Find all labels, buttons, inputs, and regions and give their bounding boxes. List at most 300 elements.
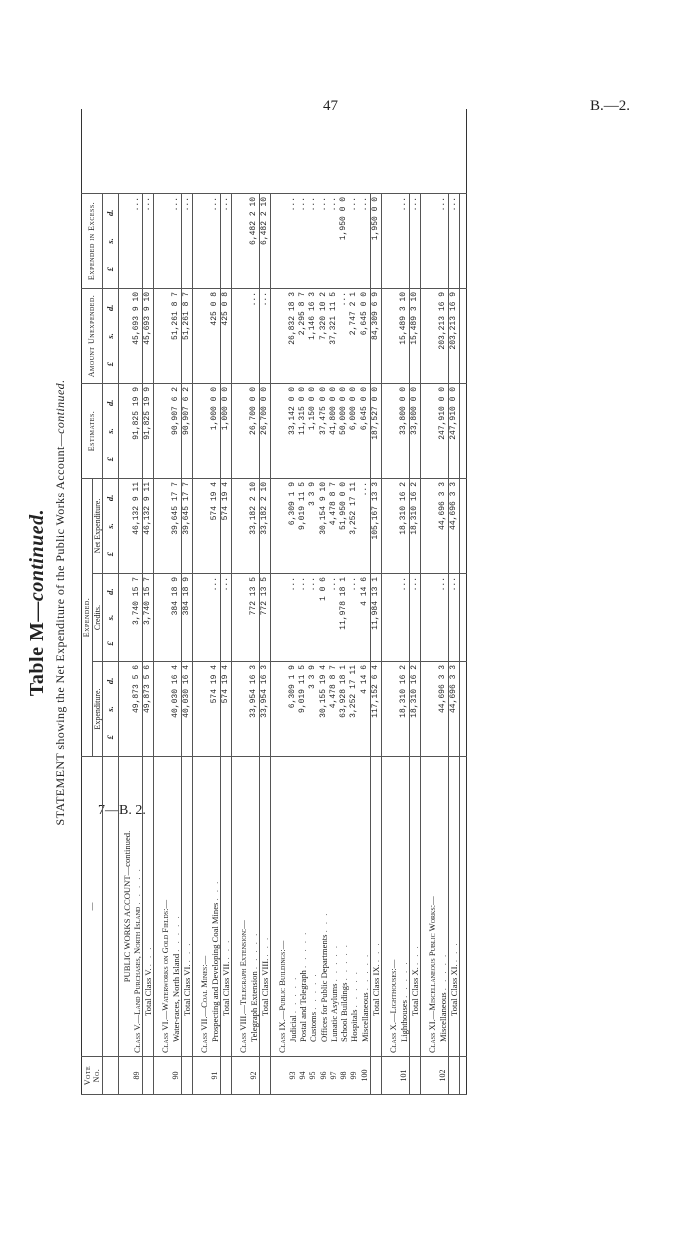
- excess-value: ...: [319, 193, 329, 288]
- credits-value: ...: [438, 574, 449, 662]
- vote-number: [427, 1057, 437, 1095]
- vote-number: [199, 1057, 209, 1095]
- vote-number: 101: [399, 1057, 410, 1095]
- vote-number: [259, 1057, 270, 1095]
- excess-value: ...: [360, 193, 371, 288]
- empty-cell: [277, 662, 287, 757]
- total-row: [221, 109, 232, 1094]
- vote-number: 90: [171, 1057, 182, 1095]
- class-heading-row: [277, 109, 287, 1094]
- leader-dots: . . . . .: [359, 952, 370, 991]
- table-row: [438, 109, 449, 1094]
- leader-dots: . . . . .: [437, 952, 448, 991]
- net-expenditure-value: 33,182 2 10: [249, 478, 260, 573]
- net-expenditure-value: 44,696 3 3: [438, 478, 449, 573]
- leader-dots: . . .: [410, 944, 420, 966]
- leader-dots: . . . . .: [297, 930, 308, 969]
- unit-label: s.: [105, 428, 116, 434]
- total-excess-value: 6,482 2 10: [259, 193, 270, 288]
- unexpended-value: 37,321 11 5: [329, 288, 339, 383]
- vote-number: 96: [319, 1057, 329, 1095]
- row-description: [298, 757, 308, 1057]
- estimates-value: 11,315 0 0: [298, 383, 308, 478]
- expenditure-value: 40,030 16 4: [171, 662, 182, 757]
- empty-cell: [238, 478, 248, 573]
- vote-number: 98: [339, 1057, 349, 1095]
- table-title: [26, 110, 49, 1095]
- unit-label: d.: [105, 399, 116, 407]
- leader-dots: . . . . .: [398, 960, 409, 998]
- class-heading: Class IX.—Public Buildings:—: [277, 757, 287, 1057]
- vote-number: 89: [132, 1057, 143, 1095]
- footer-code: 7—B. 2.: [98, 803, 146, 818]
- total-credits-value: 384 18 9: [182, 574, 193, 662]
- vote-number: [371, 1057, 382, 1095]
- units-cell: [103, 662, 118, 757]
- unexpended-value: ...: [249, 288, 260, 383]
- spacer-cell: [460, 662, 467, 757]
- empty-cell: [238, 288, 248, 383]
- estimates-value: 33,800 0 0: [399, 383, 410, 478]
- total-row: [371, 109, 382, 1094]
- empty-cell: [388, 288, 398, 383]
- total-estimates-value: 33,800 0 0: [410, 383, 421, 478]
- total-credits-value: 772 13 5: [259, 574, 270, 662]
- section-title-row: [118, 109, 132, 1094]
- total-row: [448, 109, 459, 1094]
- total-expenditure-value: 40,030 16 4: [182, 662, 193, 757]
- class-heading-row: [238, 109, 248, 1094]
- leader-dots: . . . . .: [339, 943, 350, 981]
- row-label: Postal and Telegraph: [297, 970, 308, 1042]
- total-expenditure-value: 18,310 16 2: [410, 662, 421, 757]
- expenditure-value: 6,309 1 9: [288, 662, 298, 757]
- row-description: [410, 757, 421, 1057]
- table-subtitle-continued: continued.: [53, 379, 67, 434]
- total-credits-value: ...: [410, 574, 421, 662]
- spacer-cell: [460, 574, 467, 662]
- unit-label: £: [105, 361, 116, 367]
- vote-number: 97: [329, 1057, 339, 1095]
- empty-cell: [277, 478, 287, 573]
- spacer-cell: [460, 288, 467, 383]
- unit-label: s.: [105, 706, 116, 712]
- empty-cell: [388, 383, 398, 478]
- empty-cell: [277, 383, 287, 478]
- net-expenditure-value: 9,019 11 5: [298, 478, 308, 573]
- credits-value: ...: [298, 574, 308, 662]
- unexpended-value: 45,693 9 10: [132, 288, 143, 383]
- empty-cell: [277, 574, 287, 662]
- credits-value: 4 14 6: [360, 574, 371, 662]
- net-expenditure-value: ...: [360, 478, 371, 573]
- row-description: [399, 757, 410, 1057]
- spacer-cell: [460, 383, 467, 478]
- vote-number: 93: [288, 1057, 298, 1095]
- document-code: B.—2.: [590, 98, 631, 114]
- excess-value: ...: [349, 193, 359, 288]
- estimates-value: 50,000 0 0: [339, 383, 349, 478]
- total-estimates-value: 90,907 6 2: [182, 383, 193, 478]
- class-heading-row: [199, 109, 209, 1094]
- vote-number: 95: [308, 1057, 318, 1095]
- total-net-expenditure-value: 574 19 4: [221, 478, 232, 573]
- table-body: [103, 109, 467, 1094]
- table-row: [319, 109, 329, 1094]
- class-heading-row: [388, 109, 398, 1094]
- vote-number: [388, 1057, 398, 1095]
- empty-cell: [199, 383, 209, 478]
- total-unexpended-value: 51,261 8 7: [182, 288, 193, 383]
- leader-dots: . . .: [448, 941, 459, 963]
- table-row: [132, 109, 143, 1094]
- empty-cell: [199, 662, 209, 757]
- leader-dots: . . . . .: [170, 914, 181, 952]
- total-credits-value: ...: [221, 574, 232, 662]
- total-expenditure-value: 44,696 3 3: [448, 662, 459, 757]
- total-row: [143, 109, 154, 1094]
- unexpended-value: 7,320 10 2: [319, 288, 329, 383]
- vote-number: [448, 1057, 459, 1095]
- net-expenditure-value: 46,132 9 11: [132, 478, 143, 573]
- units-desc: [103, 757, 118, 1057]
- table-row: [308, 109, 318, 1094]
- row-label: Total Class VII.: [221, 961, 231, 1016]
- credits-value: 11,978 18 1: [339, 574, 349, 662]
- total-unexpended-value: 15,489 3 10: [410, 288, 421, 383]
- excess-value: ...: [288, 193, 298, 288]
- table-row: [210, 109, 221, 1094]
- total-net-expenditure-value: 18,310 16 2: [410, 478, 421, 573]
- estimates-value: 90,907 6 2: [171, 383, 182, 478]
- total-unexpended-value: 203,213 16 9: [448, 288, 459, 383]
- vote-number: [410, 1057, 421, 1095]
- total-row: [259, 109, 270, 1094]
- table-row: [349, 109, 359, 1094]
- units-cell: [103, 478, 118, 573]
- expenditure-value: 49,873 5 6: [132, 662, 143, 757]
- estimates-value: 6,645 0 0: [360, 383, 371, 478]
- table-row: [288, 109, 298, 1094]
- leader-dots: . . .: [182, 941, 193, 963]
- total-estimates-value: 247,910 0 0: [448, 383, 459, 478]
- header-net-expenditure: Net Expenditure.: [92, 478, 103, 573]
- units-cell: [103, 383, 118, 478]
- excess-value: ...: [210, 193, 221, 288]
- spacer-cell: [460, 1057, 467, 1095]
- excess-value: ...: [438, 193, 449, 288]
- net-expenditure-value: 39,645 17 7: [171, 478, 182, 573]
- credits-value: ...: [308, 574, 318, 662]
- row-label: Judicial: [287, 1015, 298, 1042]
- table-row: [360, 109, 371, 1094]
- net-expenditure-value: 51,950 0 0: [339, 478, 349, 573]
- total-expenditure-value: 33,954 16 3: [259, 662, 270, 757]
- empty-cell: [238, 574, 248, 662]
- net-expenditure-value: 18,310 16 2: [399, 478, 410, 573]
- vote-number: 100: [360, 1057, 371, 1095]
- row-label: Class V.—Land Purchases, North Island: [131, 906, 142, 1053]
- row-label: Total Class VIII.: [259, 958, 270, 1016]
- unit-label: d.: [105, 588, 116, 595]
- empty-cell: [427, 662, 437, 757]
- row-description: [448, 757, 459, 1057]
- row-description: [319, 757, 329, 1057]
- row-label: Offices for Public Departments: [318, 934, 329, 1042]
- table-row: [339, 109, 349, 1094]
- row-description: [371, 757, 382, 1057]
- expenditure-value: 3,252 17 11: [349, 662, 359, 757]
- unexpended-value: 26,832 18 3: [288, 288, 298, 383]
- total-net-expenditure-value: 46,132 9 11: [143, 478, 154, 573]
- vote-number: 94: [298, 1057, 308, 1095]
- expenditure-table: [81, 109, 467, 1095]
- expenditure-value: 44,696 3 3: [438, 662, 449, 757]
- page-number: 47: [323, 98, 338, 114]
- vote-number: [160, 1057, 170, 1095]
- empty-cell: [388, 574, 398, 662]
- empty-cell: [199, 288, 209, 383]
- unit-label: s.: [105, 333, 116, 339]
- total-unexpended-value: 425 0 8: [221, 288, 232, 383]
- row-label: Total Class X.: [410, 967, 420, 1016]
- total-net-expenditure-value: 33,182 2 10: [259, 478, 270, 573]
- units-vote: [103, 1057, 118, 1095]
- unexpended-value: 425 0 8: [210, 288, 221, 383]
- estimates-value: 1,150 0 0: [308, 383, 318, 478]
- header-estimates: Estimates.: [82, 383, 103, 478]
- unit-label: £: [105, 735, 116, 740]
- empty-cell: [160, 193, 170, 288]
- excess-value: ...: [298, 193, 308, 288]
- units-cell: [103, 288, 118, 383]
- class-heading: Class VI.—Waterworks on Gold Fields:—: [160, 757, 170, 1057]
- row-description: [182, 757, 193, 1057]
- units-row: [103, 109, 118, 1094]
- empty-cell: [199, 574, 209, 662]
- header-vote-no: Vote No.: [82, 1057, 103, 1095]
- total-unexpended-value: 84,309 6 9: [371, 288, 382, 383]
- row-description: [349, 757, 359, 1057]
- leader-dots: . . . . .: [349, 970, 360, 1008]
- vote-number: 92: [249, 1057, 260, 1095]
- credits-value: ...: [399, 574, 410, 662]
- total-estimates-value: 187,527 0 0: [371, 383, 382, 478]
- row-label: Total Class VI.: [182, 964, 193, 1016]
- row-label: Miscellaneous: [437, 992, 448, 1042]
- unit-label: £: [105, 552, 116, 557]
- class-heading: Class XI.—Miscellaneous Public Works:—: [427, 757, 437, 1057]
- spacer-cell: [460, 478, 467, 573]
- net-expenditure-value: 4,478 8 7: [329, 478, 339, 573]
- excess-value: ...: [171, 193, 182, 288]
- empty-cell: [277, 288, 287, 383]
- empty-cell: [277, 193, 287, 288]
- empty-cell: [160, 288, 170, 383]
- unit-label: £: [105, 641, 116, 646]
- row-description: [249, 757, 260, 1057]
- excess-value: 1,950 0 0: [339, 193, 349, 288]
- spacer-cell: [460, 193, 467, 288]
- empty-cell: [199, 478, 209, 573]
- total-excess-value: ...: [410, 193, 421, 288]
- row-label: School Buildings: [339, 982, 350, 1042]
- expenditure-value: 30,155 19 4: [319, 662, 329, 757]
- empty-cell: [238, 662, 248, 757]
- row-label: Prospecting and Developing Coal Mines: [209, 902, 220, 1042]
- unexpended-value: 2,747 2 1: [349, 288, 359, 383]
- empty-cell: [427, 574, 437, 662]
- total-expenditure-value: 49,873 5 6: [143, 662, 154, 757]
- empty-cell: [199, 193, 209, 288]
- unit-label: d.: [105, 209, 116, 217]
- unexpended-value: 6,645 0 0: [360, 288, 371, 383]
- total-estimates-value: 91,825 19 9: [143, 383, 154, 478]
- expenditure-value: 4 14 6: [360, 662, 371, 757]
- class-heading-row: [160, 109, 170, 1094]
- class-heading: Class X.—Lighthouses:—: [388, 757, 398, 1057]
- net-expenditure-value: 30,154 9 10: [319, 478, 329, 573]
- unit-label: d.: [105, 304, 116, 312]
- empty-cell: [160, 478, 170, 573]
- row-description: [339, 757, 349, 1057]
- class-heading-row: [427, 109, 437, 1094]
- unit-label: d.: [105, 677, 116, 685]
- expenditure-value: 574 19 4: [210, 662, 221, 757]
- row-label: Telegraph Extension: [248, 971, 259, 1042]
- spacer-cell: [460, 757, 467, 1057]
- row-description: [259, 757, 270, 1057]
- header-expenditure: Expenditure.: [92, 662, 103, 757]
- net-expenditure-value: 3 3 9: [308, 478, 318, 573]
- net-expenditure-value: 574 19 4: [210, 478, 221, 573]
- empty-cell: [388, 193, 398, 288]
- estimates-value: 1,000 0 0: [210, 383, 221, 478]
- unexpended-value: 203,213 16 9: [438, 288, 449, 383]
- row-label: Total Class V.: [143, 968, 154, 1016]
- expenditure-value: 18,310 16 2: [399, 662, 410, 757]
- unexpended-value: 15,489 3 10: [399, 288, 410, 383]
- expenditure-value: 9,019 11 5: [298, 662, 308, 757]
- vote-number: [277, 1057, 287, 1095]
- total-row: [410, 109, 421, 1094]
- row-description: [360, 757, 371, 1057]
- row-description: [143, 757, 154, 1057]
- leader-dots: . . .: [221, 938, 231, 960]
- total-net-expenditure-value: 105,167 13 3: [371, 478, 382, 573]
- row-label: Total Class XI.: [448, 964, 459, 1016]
- table-subtitle: [53, 110, 68, 1095]
- unexpended-value: 1,146 16 3: [308, 288, 318, 383]
- units-cell: [103, 193, 118, 288]
- total-excess-value: 1,950 0 0: [371, 193, 382, 288]
- unit-label: £: [105, 456, 116, 462]
- row-label: Lighthouses: [398, 999, 409, 1042]
- table-title-main: Table M—: [26, 601, 48, 697]
- total-credits-value: 3,740 15 7: [143, 574, 154, 662]
- table-title-continued: continued.: [26, 508, 48, 602]
- total-estimates-value: 26,700 0 0: [259, 383, 270, 478]
- total-excess-value: ...: [448, 193, 459, 288]
- estimates-value: 41,800 0 0: [329, 383, 339, 478]
- total-expenditure-value: 117,152 6 4: [371, 662, 382, 757]
- credits-value: 3,740 15 7: [132, 574, 143, 662]
- row-description: [171, 757, 182, 1057]
- estimates-value: 33,142 0 0: [288, 383, 298, 478]
- empty-cell: [427, 193, 437, 288]
- excess-value: ...: [399, 193, 410, 288]
- empty-cell: [427, 478, 437, 573]
- vote-number: 99: [349, 1057, 359, 1095]
- row-description: [308, 757, 318, 1057]
- total-excess-value: ...: [221, 193, 232, 288]
- empty-cell: [238, 193, 248, 288]
- vote-number: 102: [438, 1057, 449, 1095]
- vote-number: [143, 1057, 154, 1095]
- unit-label: s.: [105, 614, 116, 621]
- total-row: [182, 109, 193, 1094]
- total-unexpended-value: 45,693 9 10: [143, 288, 154, 383]
- credits-value: 384 18 9: [171, 574, 182, 662]
- vote-number: [182, 1057, 193, 1095]
- total-expenditure-value: 574 19 4: [221, 662, 232, 757]
- empty-cell: [388, 478, 398, 573]
- leader-dots: . . .: [143, 945, 154, 967]
- vote-number: [238, 1057, 248, 1095]
- row-label: Miscellaneous: [359, 992, 370, 1042]
- total-estimates-value: 1,000 0 0: [221, 383, 232, 478]
- table-subtitle-main: STATEMENT showing the Net Expenditure of the Public Works Account—: [53, 433, 67, 826]
- row-description: [210, 757, 221, 1057]
- units-cell: [103, 574, 118, 662]
- credits-value: 772 13 5: [249, 574, 260, 662]
- leader-dots: . . . . .: [308, 972, 319, 1010]
- empty-cell: [388, 662, 398, 757]
- rotated-table-page: [26, 110, 501, 1095]
- excess-value: ...: [308, 193, 318, 288]
- estimates-value: 91,825 19 9: [132, 383, 143, 478]
- header-description: —: [82, 757, 103, 1057]
- row-label: Total Class IX.: [371, 964, 382, 1016]
- empty-cell: [427, 383, 437, 478]
- vote-number: [221, 1057, 232, 1095]
- header-credits: Credits.: [92, 574, 103, 662]
- row-label: Customs: [308, 1011, 319, 1042]
- credits-value: ...: [210, 574, 221, 662]
- empty-cell: [427, 288, 437, 383]
- leader-dots: . . .: [371, 941, 382, 963]
- expenditure-value: 4,478 8 7: [329, 662, 339, 757]
- unexpended-value: 51,261 8 7: [171, 288, 182, 383]
- unit-label: s.: [105, 523, 116, 529]
- net-expenditure-value: 6,309 1 9: [288, 478, 298, 573]
- class-heading: Class VII.—Coal Mines:—: [199, 757, 209, 1057]
- unit-label: s.: [105, 238, 116, 244]
- estimates-value: 247,910 0 0: [438, 383, 449, 478]
- row-description: [438, 757, 449, 1057]
- total-credits-value: ...: [448, 574, 459, 662]
- row-description: [288, 757, 298, 1057]
- vote-number: 91: [210, 1057, 221, 1095]
- unexpended-value: 2,295 8 7: [298, 288, 308, 383]
- row-description: [132, 757, 143, 1057]
- total-excess-value: ...: [182, 193, 193, 288]
- excess-value: 6,482 2 10: [249, 193, 260, 288]
- leader-dots: . . .: [318, 911, 329, 933]
- unit-label: d.: [105, 494, 116, 502]
- credits-value: ...: [329, 574, 339, 662]
- estimates-value: 26,700 0 0: [249, 383, 260, 478]
